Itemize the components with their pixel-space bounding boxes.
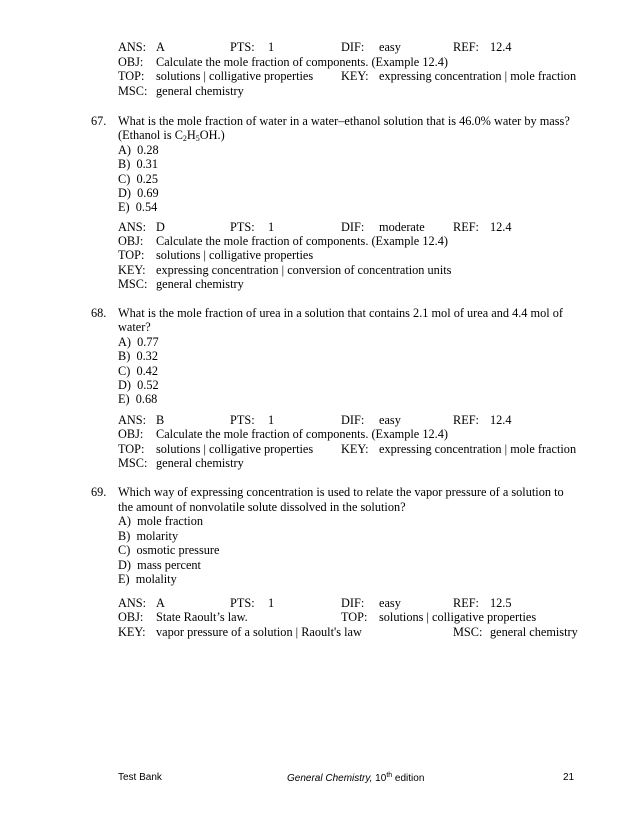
label-msc: MSC: bbox=[118, 456, 148, 470]
pts-value: 1 bbox=[268, 40, 275, 54]
label-ans: ANS: bbox=[118, 413, 147, 427]
label-key: KEY: bbox=[118, 263, 146, 277]
label-key: KEY: bbox=[341, 442, 369, 456]
ref-value: 12.4 bbox=[490, 220, 512, 234]
key-value: expressing concentration | mole fraction bbox=[379, 442, 577, 456]
question-stem-line-2: water? bbox=[118, 320, 151, 334]
ref-value: 12.5 bbox=[490, 596, 512, 610]
key-value: vapor pressure of a solution | Raoult's law bbox=[156, 625, 362, 639]
label-key: KEY: bbox=[118, 625, 146, 639]
footer-title: General Chemistry, 10th edition bbox=[287, 772, 425, 784]
top-value: solutions | colligative properties bbox=[156, 69, 314, 83]
choice-c: C) 0.25 bbox=[118, 172, 158, 186]
question-number: 67. bbox=[91, 114, 107, 128]
choice-e: E) molality bbox=[118, 572, 177, 586]
ans-value: D bbox=[156, 220, 165, 234]
choice-c: C) osmotic pressure bbox=[118, 543, 220, 557]
choice-b: B) 0.31 bbox=[118, 157, 158, 171]
label-msc: MSC: bbox=[453, 625, 483, 639]
ref-value: 12.4 bbox=[490, 413, 512, 427]
question-stem-line-1: What is the mole fraction of urea in a solution that contains 2.1 mol of urea and 4.4 mol of bbox=[118, 306, 563, 320]
dif-value: easy bbox=[379, 596, 401, 610]
obj-value: Calculate the mole fraction of components. (Example 12.4) bbox=[156, 234, 448, 248]
label-msc: MSC: bbox=[118, 84, 148, 98]
label-top: TOP: bbox=[118, 248, 145, 262]
question-number: 69. bbox=[91, 485, 107, 499]
label-obj: OBJ: bbox=[118, 427, 144, 441]
label-pts: PTS: bbox=[230, 413, 255, 427]
top-value: solutions | colligative properties bbox=[156, 248, 314, 262]
ref-value: 12.4 bbox=[490, 40, 512, 54]
pts-value: 1 bbox=[268, 413, 275, 427]
dif-value: moderate bbox=[379, 220, 425, 234]
label-dif: DIF: bbox=[341, 220, 365, 234]
label-pts: PTS: bbox=[230, 220, 255, 234]
label-ref: REF: bbox=[453, 40, 479, 54]
top-value: solutions | colligative properties bbox=[156, 442, 314, 456]
pts-value: 1 bbox=[268, 220, 275, 234]
label-dif: DIF: bbox=[341, 40, 365, 54]
choice-e: E) 0.54 bbox=[118, 200, 158, 214]
label-pts: PTS: bbox=[230, 40, 255, 54]
ans-value: A bbox=[156, 40, 165, 54]
msc-value: general chemistry bbox=[156, 84, 244, 98]
ans-value: B bbox=[156, 413, 165, 427]
label-key: KEY: bbox=[341, 69, 369, 83]
choice-a: A) 0.77 bbox=[118, 335, 159, 349]
dif-value: easy bbox=[379, 413, 401, 427]
choice-b: B) molarity bbox=[118, 529, 179, 543]
label-msc: MSC: bbox=[118, 277, 148, 291]
choice-c: C) 0.42 bbox=[118, 364, 158, 378]
obj-value: Calculate the mole fraction of components. (Example 12.4) bbox=[156, 55, 448, 69]
question-stem-line-1: Which way of expressing concentration is used to relate the vapor pressure of a solution to bbox=[118, 485, 564, 499]
question-number: 68. bbox=[91, 306, 107, 320]
footer-left: Test Bank bbox=[118, 772, 162, 783]
obj-value: Calculate the mole fraction of components. (Example 12.4) bbox=[156, 427, 448, 441]
page-number: 21 bbox=[563, 772, 575, 783]
label-dif: DIF: bbox=[341, 413, 365, 427]
question-note: (Ethanol is C2H5OH.) bbox=[118, 128, 225, 143]
msc-value: general chemistry bbox=[156, 456, 244, 470]
choice-a: A) 0.28 bbox=[118, 143, 159, 157]
label-obj: OBJ: bbox=[118, 610, 144, 624]
label-ans: ANS: bbox=[118, 220, 147, 234]
label-ref: REF: bbox=[453, 220, 479, 234]
label-top: TOP: bbox=[118, 69, 145, 83]
obj-value: State Raoult’s law. bbox=[156, 610, 248, 624]
label-obj: OBJ: bbox=[118, 55, 144, 69]
key-value: expressing concentration | mole fraction bbox=[379, 69, 577, 83]
msc-value: general chemistry bbox=[490, 625, 578, 639]
question-stem-line-2: the amount of nonvolatile solute dissolved in the solution? bbox=[118, 500, 406, 514]
label-ans: ANS: bbox=[118, 40, 147, 54]
ans-value: A bbox=[156, 596, 165, 610]
label-dif: DIF: bbox=[341, 596, 365, 610]
choice-e: E) 0.68 bbox=[118, 392, 158, 406]
choice-b: B) 0.32 bbox=[118, 349, 158, 363]
label-ref: REF: bbox=[453, 596, 479, 610]
label-obj: OBJ: bbox=[118, 234, 144, 248]
question-stem: What is the mole fraction of water in a water–ethanol solution that is 46.0% water by mass? bbox=[118, 114, 570, 128]
label-pts: PTS: bbox=[230, 596, 255, 610]
top-value: solutions | colligative properties bbox=[379, 610, 537, 624]
label-top: TOP: bbox=[118, 442, 145, 456]
msc-value: general chemistry bbox=[156, 277, 244, 291]
label-ref: REF: bbox=[453, 413, 479, 427]
key-value: expressing concentration | conversion of concentration units bbox=[156, 263, 452, 277]
choice-d: D) 0.69 bbox=[118, 186, 159, 200]
choice-d: D) 0.52 bbox=[118, 378, 159, 392]
dif-value: easy bbox=[379, 40, 401, 54]
choice-a: A) mole fraction bbox=[118, 514, 204, 528]
pts-value: 1 bbox=[268, 596, 275, 610]
label-ans: ANS: bbox=[118, 596, 147, 610]
choice-d: D) mass percent bbox=[118, 558, 201, 572]
label-top: TOP: bbox=[341, 610, 368, 624]
